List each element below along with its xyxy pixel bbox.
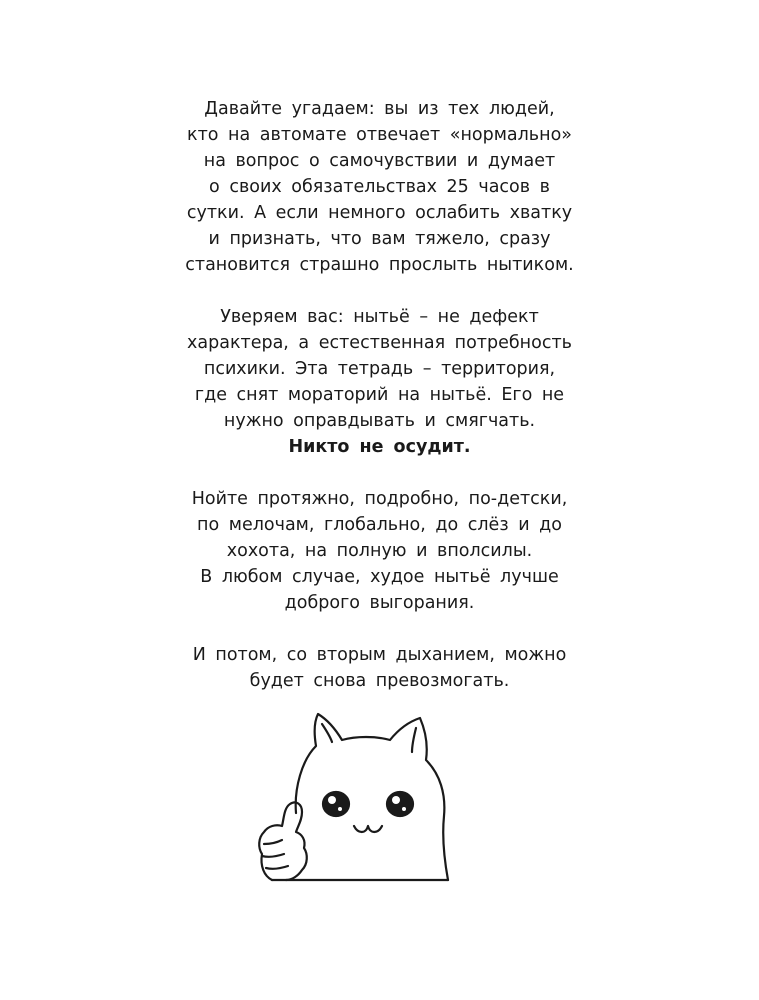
text-line: характера, а естественная потребность bbox=[187, 333, 572, 353]
text-line: где снят мораторий на нытьё. Его не bbox=[194, 385, 565, 405]
text-line: будет снова превозмогать. bbox=[249, 671, 510, 691]
paragraph-2 bbox=[0, 304, 759, 460]
text-line: нужно оправдывать и смягчать. bbox=[223, 411, 536, 431]
paragraph-4 bbox=[0, 642, 759, 694]
text-line: становится страшно прослыть нытиком. bbox=[185, 255, 574, 275]
text-line: Давайте угадаем: вы из тех людей, bbox=[204, 99, 555, 119]
text-line: на вопрос о самочувствии и думает bbox=[203, 151, 556, 171]
paragraph-3 bbox=[0, 486, 759, 616]
paragraph-1 bbox=[0, 96, 759, 278]
text-line: кто на автомате отвечает «нормально» bbox=[187, 125, 572, 145]
text-line: и признать, что вам тяжело, сразу bbox=[208, 229, 551, 249]
cat-thumbs-up-icon bbox=[236, 708, 476, 888]
text-line: сутки. А если немного ослабить хватку bbox=[186, 203, 573, 223]
text-line: доброго выгорания. bbox=[284, 593, 475, 613]
text-line: о своих обязательствах 25 часов в bbox=[209, 177, 550, 197]
text-line: В любом случае, худое нытьё лучше bbox=[200, 567, 559, 587]
text-line: И потом, со вторым дыханием, можно bbox=[192, 645, 567, 665]
text-line: по мелочам, глобально, до слёз и до bbox=[197, 515, 562, 535]
emphasis-line: Никто не осудит. bbox=[288, 437, 471, 457]
text-line: хохота, на полную и вполсилы. bbox=[226, 541, 533, 561]
text-line: психики. Эта тетрадь – территория, bbox=[203, 359, 556, 379]
text-line: Нойте протяжно, подробно, по-детски, bbox=[191, 489, 568, 509]
intro-text bbox=[0, 96, 759, 720]
text-line: Уверяем вас: нытьё – не дефект bbox=[220, 307, 539, 327]
